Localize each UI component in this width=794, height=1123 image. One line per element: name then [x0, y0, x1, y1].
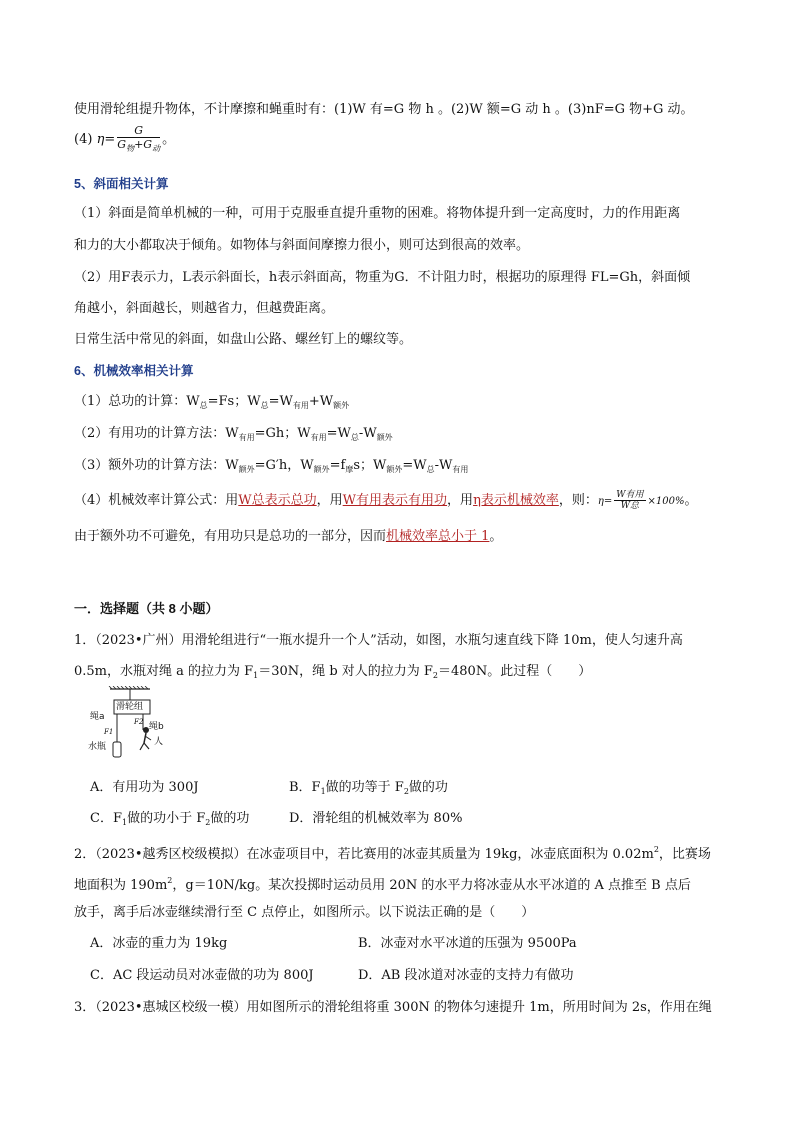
fraction-numerator: G — [117, 124, 160, 138]
q1-option-a[interactable]: A．有用功为 300J — [90, 780, 199, 795]
underlined-efficiency: η表示机械效率 — [473, 493, 559, 508]
pulley-diagram — [86, 686, 166, 760]
underlined-useful-work: W有用表示有用功 — [342, 493, 448, 508]
extra-work-line: （3）额外功的计算方法：$W_{额外}=G'h$，$W_{额外}=f_摩s$；$W_{额外}=W_总-W_{有用}$ — [74, 458, 469, 474]
equals: = — [104, 132, 116, 147]
q3-line-1: 3．（2023•惠城区校级一模）用如图所示的滑轮组将重 300N 的物体匀速提升 1m，所用时间为 2s，作用在绳 — [74, 1000, 712, 1015]
q2-line-2: 地面积为 $190m^2$，g＝10N/kg。某次投掷时运动员用 20N 的水平力将冰壶从水平冰道的 A 点推至 B 点后 — [74, 876, 691, 893]
underlined-conclusion: 机械效率总小于 1 — [386, 529, 490, 544]
fig-label-rope-a: 绳a — [90, 712, 105, 722]
section-5-title: 5、斜面相关计算 — [74, 177, 169, 191]
fig-label-bottle: 水瓶 — [88, 742, 107, 752]
q2-option-c[interactable]: C．AC 段运动员对冰壶做的功为 800J — [90, 968, 314, 983]
q2-option-a[interactable]: A．冰壶的重力为 19kg — [90, 936, 228, 951]
efficiency-definition-line: （4）机械效率计算公式：用W总表示总功，用W有用表示有用功，用η表示机械效率，则：η= $\frac{\text{W有用}}{\text{W总}}$ ×100%。 — [74, 490, 698, 511]
q1-option-c[interactable]: C．$F_1$做的功小于 $F_2$做的功 — [90, 811, 250, 827]
q2-line-1: 2．（2023•越秀区校级模拟）在冰壶项目中，若比赛用的冰壶其质量为 19kg，冰壶底面积为 $0.02m^2$，比赛场 — [74, 845, 711, 862]
sec5-paragraph-1a: （1）斜面是简单机械的一种，可用于克服垂直提升重物的困难。将物体提升到一定高度时，力的作用距离 — [74, 206, 681, 221]
total-work-line: （1）总功的计算：$W_总=Fs$；$W_总=W_{有用}+W_{额外}$ — [74, 394, 350, 410]
fig-label-f2: F2 — [134, 718, 144, 726]
fig-label-box: 滑轮组 — [116, 702, 144, 712]
q1-line-2: 0.5m，水瓶对绳 a 的拉力为 $F_1=30N$，绳 b 对人的拉力为 $F_2=480N$。此过程（ ） — [74, 664, 592, 680]
part-1-title: 一．选择题（共 8 小题） — [74, 601, 219, 616]
sec5-paragraph-3: 日常生活中常见的斜面，如盘山公路、螺丝钉上的螺纹等。 — [74, 332, 413, 347]
efficiency-fraction — [117, 124, 160, 155]
efficiency-formula-line: (4) η= $\frac{G}{G_物+G_动}$ 。 — [74, 124, 176, 153]
fig-label-rope-b: 绳b — [149, 722, 164, 732]
sec5-paragraph-2a: （2）用F表示力，L表示斜面长，h表示斜面高，物重为G．不计阻力时，根据功的原理得 FL=Gh，斜面倾 — [74, 270, 691, 285]
q2-line-3: 放手，离手后冰壶继续滑行至 C 点停止，如图所示。以下说法正确的是（ ） — [74, 905, 535, 920]
q2-option-d[interactable]: D．AB 段冰道对冰壶的支持力有做功 — [358, 968, 574, 983]
q1-option-b[interactable]: B．$F_1$做的功等于 $F_2$做的功 — [289, 780, 448, 796]
item-number: (4) — [74, 132, 93, 147]
eta-symbol: η — [96, 132, 105, 147]
efficiency-percent-fraction: $\frac{\text{W有用}}{\text{W总}}$ — [616, 490, 644, 511]
fraction-denominator: $G_物+G_动$ — [117, 138, 161, 153]
useful-work-line: （2）有用功的计算方法：$W_{有用}=Gh$；$W_{有用}=W_总-W_{额外}$ — [74, 426, 393, 442]
fig-label-f1: F1 — [104, 728, 114, 736]
fig-label-person: 人 — [154, 737, 164, 747]
q1-option-d[interactable]: D．滑轮组的机械效率为 80% — [289, 811, 463, 826]
q1-line-1: 1．（2023•广州）用滑轮组进行“一瓶水提升一个人”活动，如图，水瓶匀速直线下降 10m，使人匀速升高 — [74, 633, 683, 648]
section-6-title: 6、机械效率相关计算 — [74, 364, 194, 378]
efficiency-conclusion-line: 由于额外功不可避免，有用功只是总功的一部分，因而机械效率总小于 1。 — [74, 529, 503, 544]
sec5-paragraph-2b: 角越小，斜面越长，则越省力，但越费距离。 — [74, 301, 335, 316]
sec5-paragraph-1b: 和力的大小都取决于倾角。如物体与斜面间摩擦力很小，则可达到很高的效率。 — [74, 238, 530, 253]
underlined-total-work: W总表示总功 — [238, 493, 317, 508]
pulley-formula-line: 使用滑轮组提升物体，不计摩擦和蝇重时有：(1)W 有=G 物 h 。(2)W 额=G 动 h 。(3)nF=G 物+G 动。 — [74, 102, 694, 117]
q2-option-b[interactable]: B．冰壶对水平冰道的压强为 9500Pa — [358, 936, 577, 951]
